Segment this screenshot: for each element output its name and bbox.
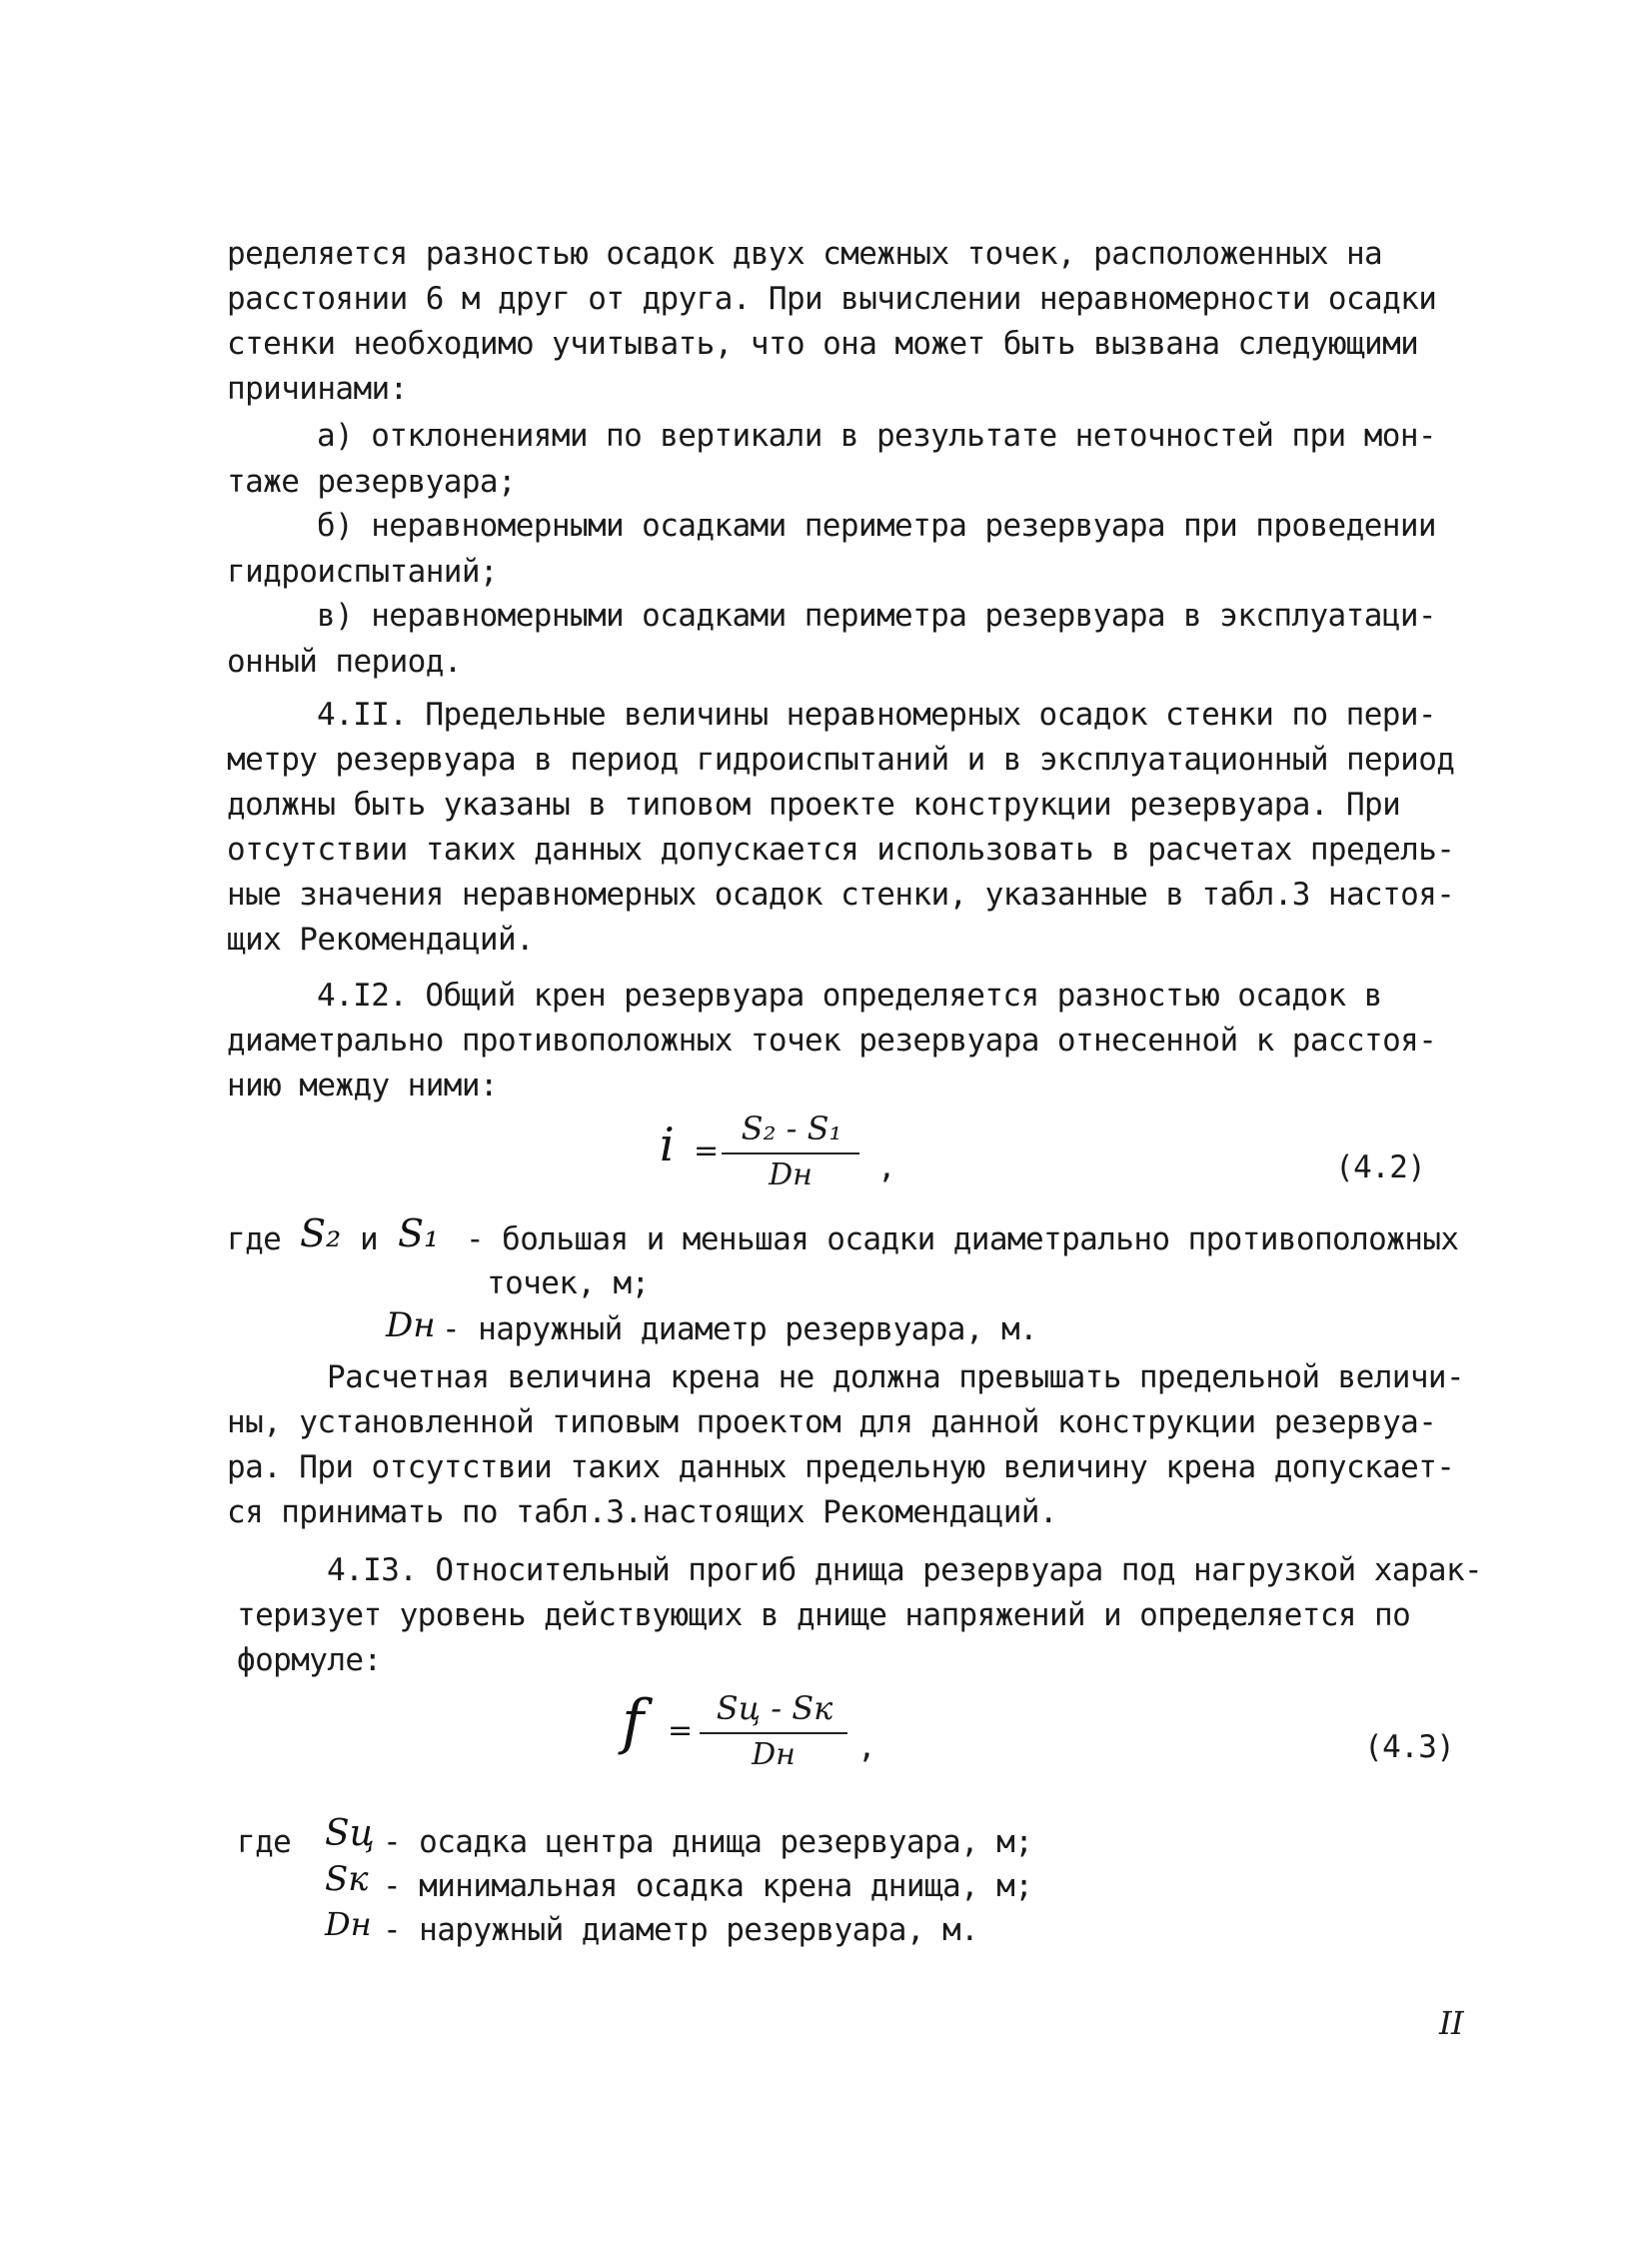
symbol-sk: Sк: [325, 1859, 369, 1899]
text-line: ра. При отсутствии таких данных предельную величину крена допускает-: [227, 1449, 1455, 1485]
text-line: диаметрально противоположных точек резервуара отнесенной к расстоя-: [227, 1023, 1437, 1059]
where-label: где: [237, 1824, 292, 1860]
equation-label-4-3: (4.3): [1364, 1729, 1455, 1765]
formula-4-2-lhs: i: [660, 1118, 675, 1171]
equation-label-4-2: (4.2): [1335, 1149, 1426, 1185]
symbol-sc: Sц: [325, 1813, 375, 1854]
equals-sign: =: [668, 1713, 694, 1748]
fraction-bar: [722, 1152, 859, 1154]
text-line: ределяется разностью осадок двух смежных точек, расположенных на: [227, 236, 1383, 272]
text-line: онный период.: [227, 644, 462, 680]
section-4-13: 4.I3. Относительный прогиб днища резервуара под нагрузкой харак-: [327, 1552, 1483, 1588]
definition-text: - большая и меньшая осадки диаметрально противоположных: [466, 1221, 1459, 1257]
formula-4-3-lhs: f: [622, 1687, 645, 1757]
text-line: стенки необходимо учитывать, что она может быть вызвана следующими: [227, 326, 1419, 362]
text-line: формуле:: [237, 1642, 382, 1678]
definition-text: - минимальная осадка крена днища, м;: [383, 1868, 1033, 1904]
text-line: ны, установленной типовым проектом для данной конструкции резервуа-: [227, 1404, 1437, 1440]
definition-text: - наружный диаметр резервуара, м.: [442, 1311, 1038, 1347]
list-item-b: б) неравномерными осадками периметра резервуара при проведении: [317, 508, 1436, 544]
section-4-12: 4.I2. Общий крен резервуара определяется разностью осадок в: [317, 978, 1382, 1014]
equals-sign: =: [694, 1133, 720, 1168]
formula-4-3-denominator: Dн: [752, 1737, 796, 1772]
symbol-dn: Dн: [386, 1305, 436, 1345]
text-line: ся принимать по табл.3.настоящих Рекомендаций.: [227, 1494, 1057, 1530]
symbol-dn: Dн: [325, 1905, 372, 1943]
text-line: нию между ними:: [227, 1068, 498, 1104]
text-line: теризует уровень действующих в днище напряжений и определяется по: [237, 1597, 1411, 1633]
formula-4-2-numerator: S₂ - S₁: [741, 1110, 842, 1147]
symbol-s1: S₁: [398, 1211, 440, 1255]
text-line: причинами:: [227, 371, 408, 407]
definition-text: точек, м;: [487, 1265, 650, 1301]
text-line: щих Рекомендаций.: [227, 922, 535, 958]
and-word: и: [360, 1221, 379, 1257]
list-item-c: в) неравномерными осадками периметра резервуара в эксплуатаци-: [317, 598, 1436, 634]
section-4-11: 4.II. Предельные величины неравномерных осадок стенки по пери-: [317, 697, 1436, 733]
definition-text: - осадка центра днища резервуара, м;: [383, 1824, 1033, 1860]
comma: ,: [857, 1729, 876, 1765]
text-line: Расчетная величина крена не должна превышать предельной величи-: [327, 1359, 1465, 1395]
text-line: расстоянии 6 м друг от друга. При вычислении неравномерности осадки: [227, 281, 1437, 317]
text-line: метру резервуара в период гидроиспытаний и в эксплуатационный период: [227, 742, 1455, 778]
page-number: II: [1439, 2004, 1464, 2042]
formula-4-2-denominator: Dн: [769, 1157, 813, 1192]
where-label: где: [227, 1221, 282, 1257]
text-line: гидроиспытаний;: [227, 554, 498, 590]
definition-text: - наружный диаметр резервуара, м.: [383, 1912, 979, 1948]
text-line: ные значения неравномерных осадок стенки, указанные в табл.3 настоя-: [227, 877, 1455, 913]
text-line: таже резервуара;: [227, 464, 517, 500]
list-item-a: а) отклонениями по вертикали в результате неточностей при мон-: [317, 418, 1436, 454]
comma: ,: [877, 1149, 896, 1185]
fraction-bar: [700, 1732, 847, 1734]
formula-4-3-numerator: Sц - Sк: [716, 1689, 833, 1727]
text-line: должны быть указаны в типовом проекте конструкции резервуара. При: [227, 787, 1401, 823]
text-line: отсутствии таких данных допускается использовать в расчетах предель-: [227, 832, 1455, 868]
symbol-s2: S₂: [300, 1211, 342, 1255]
